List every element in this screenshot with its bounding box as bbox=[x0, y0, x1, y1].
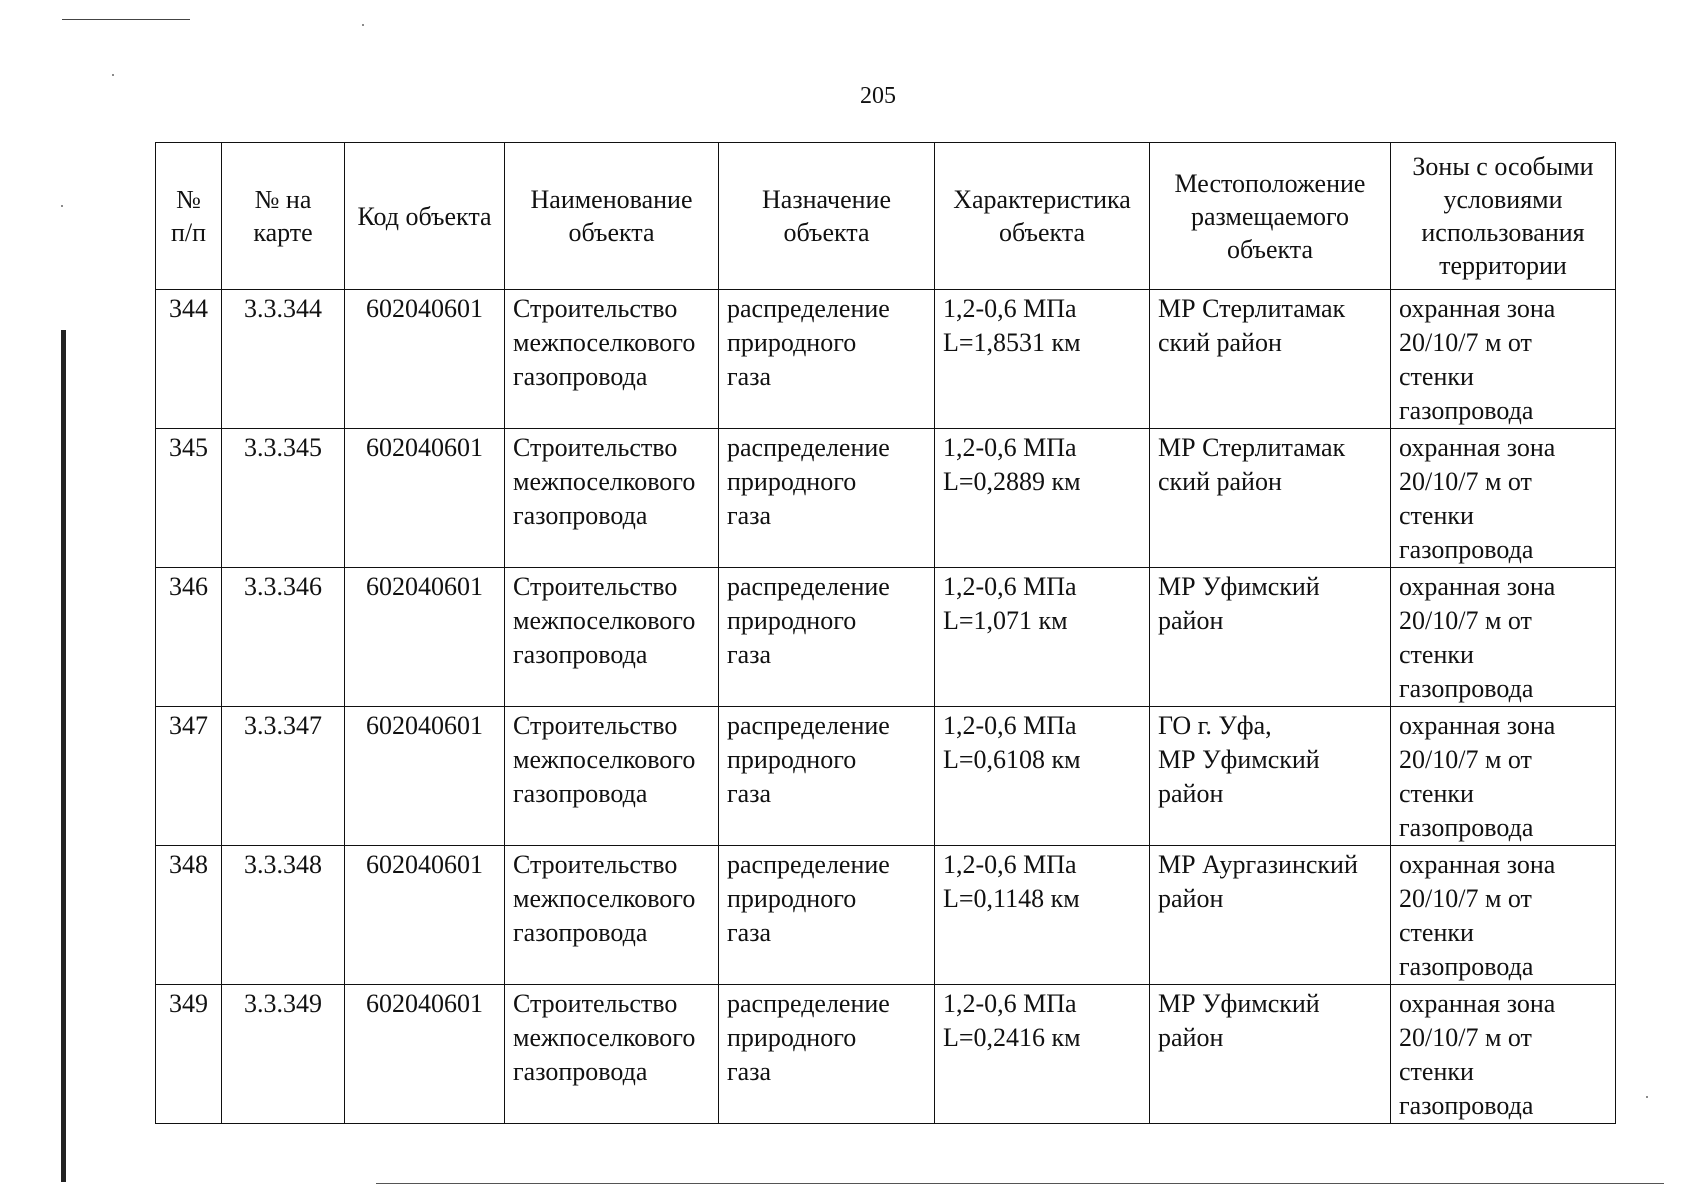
cell-text-line: 20/10/7 м от bbox=[1399, 606, 1532, 635]
cell-object-characteristic bbox=[935, 707, 1150, 846]
cell-text-line: Наименование bbox=[530, 185, 693, 214]
cell-text-line: Строительство bbox=[513, 989, 678, 1018]
cell-map-number: 3.3.347 bbox=[222, 707, 345, 846]
cell-special-zones bbox=[1391, 429, 1616, 568]
cell-object-characteristic bbox=[935, 290, 1150, 429]
cell-object-code: 602040601 bbox=[345, 846, 505, 985]
cell-text-line: ский район bbox=[1158, 328, 1282, 357]
cell-text-line: размещаемого bbox=[1190, 201, 1349, 231]
scan-speck bbox=[362, 24, 364, 26]
cell-text-line: 20/10/7 м от bbox=[1399, 1023, 1532, 1052]
table-row bbox=[156, 985, 1616, 1124]
cell-text-line: распределение bbox=[727, 989, 890, 1018]
scan-speck bbox=[112, 74, 114, 76]
header-object-name bbox=[505, 143, 719, 290]
cell-text-line: L=0,2416 км bbox=[943, 1023, 1081, 1052]
cell-text-line: МР Аургазинский bbox=[1158, 850, 1358, 879]
header-object-code bbox=[345, 143, 505, 290]
cell-object-code: 602040601 bbox=[345, 707, 505, 846]
cell-text-line: Код объекта bbox=[357, 201, 492, 231]
header-map-number bbox=[222, 143, 345, 290]
header-object-characteristic bbox=[935, 143, 1150, 290]
cell-text-line: 1,2-0,6 МПа bbox=[943, 850, 1077, 879]
cell-text-line: природного bbox=[727, 328, 857, 357]
cell-text-line: межпоселкового bbox=[513, 745, 696, 774]
cell-text-line: газопровода bbox=[1399, 1091, 1534, 1120]
cell-text-line: объекта bbox=[783, 218, 870, 247]
cell-object-purpose bbox=[719, 846, 935, 985]
cell-text-line: межпоселкового bbox=[513, 884, 696, 913]
cell-object-purpose bbox=[719, 707, 935, 846]
cell-text-line: № на bbox=[254, 185, 312, 214]
cell-text-line: № bbox=[176, 185, 201, 214]
cell-text-line: 1,2-0,6 МПа bbox=[943, 711, 1077, 740]
cell-object-name bbox=[505, 846, 719, 985]
cell-text-line: межпоселкового bbox=[513, 1023, 696, 1052]
scan-speck bbox=[61, 205, 63, 207]
cell-special-zones bbox=[1391, 290, 1616, 429]
cell-text-line: Строительство bbox=[513, 294, 678, 323]
cell-object-characteristic bbox=[935, 568, 1150, 707]
cell-text-line: газопровода bbox=[513, 779, 648, 808]
cell-number: 346 bbox=[156, 568, 222, 707]
cell-text-line: газопровода bbox=[1399, 952, 1534, 981]
scan-speck bbox=[1646, 1096, 1648, 1098]
cell-text-line: условиями bbox=[1443, 185, 1563, 214]
cell-text-line: стенки bbox=[1399, 1057, 1474, 1086]
cell-object-code: 602040601 bbox=[345, 985, 505, 1124]
cell-text-line: охранная зона bbox=[1399, 850, 1556, 879]
cell-text-line: распределение bbox=[727, 572, 890, 601]
cell-object-characteristic bbox=[935, 985, 1150, 1124]
cell-object-name bbox=[505, 429, 719, 568]
cell-object-purpose bbox=[719, 568, 935, 707]
cell-text-line: межпоселкового bbox=[513, 467, 696, 496]
cell-number: 348 bbox=[156, 846, 222, 985]
cell-object-code: 602040601 bbox=[345, 568, 505, 707]
cell-text-line: объекта bbox=[1226, 234, 1314, 264]
cell-text-line: L=1,071 км bbox=[943, 606, 1068, 635]
cell-object-location bbox=[1150, 290, 1391, 429]
cell-object-location bbox=[1150, 568, 1391, 707]
cell-object-location bbox=[1150, 985, 1391, 1124]
table-row bbox=[156, 707, 1616, 846]
cell-text-line: охранная зона bbox=[1399, 989, 1556, 1018]
table-header-row bbox=[156, 143, 1616, 290]
cell-text-line: стенки bbox=[1399, 779, 1474, 808]
table-row bbox=[156, 290, 1616, 429]
cell-text-line: охранная зона bbox=[1399, 711, 1556, 740]
cell-text-line: 20/10/7 м от bbox=[1399, 745, 1532, 774]
cell-text-line: Зоны с особыми bbox=[1412, 152, 1594, 181]
cell-text-line: объекта bbox=[568, 218, 655, 247]
cell-text-line: L=1,8531 км bbox=[943, 328, 1081, 357]
cell-text-line: L=0,2889 км bbox=[943, 467, 1081, 496]
cell-text-line: распределение bbox=[727, 711, 890, 740]
header-special-zones bbox=[1391, 143, 1616, 290]
cell-object-name bbox=[505, 707, 719, 846]
cell-text-line: газа bbox=[727, 779, 772, 808]
cell-number: 345 bbox=[156, 429, 222, 568]
cell-text-line: межпоселкового bbox=[513, 606, 696, 635]
cell-text-line: природного bbox=[727, 745, 857, 774]
cell-text-line: газопровода bbox=[513, 640, 648, 669]
cell-special-zones bbox=[1391, 846, 1616, 985]
page-number: 205 bbox=[860, 83, 896, 109]
cell-text-line: газа bbox=[727, 640, 772, 669]
cell-text-line: газа bbox=[727, 501, 772, 530]
cell-text-line: 20/10/7 м от bbox=[1399, 467, 1532, 496]
cell-text-line: природного bbox=[727, 1023, 857, 1052]
cell-text-line: МР Стерлитамак bbox=[1158, 294, 1346, 323]
cell-text-line: природного bbox=[727, 467, 857, 496]
cell-text-line: газа bbox=[727, 918, 772, 947]
header-number bbox=[156, 143, 222, 290]
cell-text-line: использования bbox=[1421, 218, 1585, 247]
cell-text-line: газопровода bbox=[513, 362, 648, 391]
cell-number: 347 bbox=[156, 707, 222, 846]
cell-text-line: газопровода bbox=[513, 1057, 648, 1086]
table-row bbox=[156, 568, 1616, 707]
cell-text-line: Назначение bbox=[762, 185, 891, 214]
cell-text-line: МР Уфимский bbox=[1158, 745, 1320, 774]
cell-text-line: карте bbox=[253, 218, 313, 247]
cell-text-line: Строительство bbox=[513, 711, 678, 740]
cell-text-line: стенки bbox=[1399, 918, 1474, 947]
cell-object-name bbox=[505, 985, 719, 1124]
cell-text-line: 1,2-0,6 МПа bbox=[943, 989, 1077, 1018]
cell-text-line: стенки bbox=[1399, 501, 1474, 530]
cell-object-location bbox=[1150, 707, 1391, 846]
header-object-location bbox=[1150, 143, 1391, 290]
cell-text-line: газопровода bbox=[1399, 674, 1534, 703]
cell-text-line: 20/10/7 м от bbox=[1399, 328, 1532, 357]
cell-object-purpose bbox=[719, 290, 935, 429]
cell-text-line: Характеристика bbox=[953, 185, 1131, 214]
cell-text-line: Строительство bbox=[513, 572, 678, 601]
cell-text-line: газопровода bbox=[1399, 813, 1534, 842]
cell-text-line: МР Уфимский bbox=[1158, 989, 1320, 1018]
cell-text-line: ский район bbox=[1158, 467, 1282, 496]
cell-text-line: стенки bbox=[1399, 640, 1474, 669]
cell-object-characteristic bbox=[935, 429, 1150, 568]
cell-text-line: охранная зона bbox=[1399, 433, 1556, 462]
cell-special-zones bbox=[1391, 707, 1616, 846]
cell-text-line: район bbox=[1158, 884, 1224, 913]
cell-object-location bbox=[1150, 429, 1391, 568]
cell-text-line: газопровода bbox=[513, 918, 648, 947]
cell-text-line: газопровода bbox=[513, 501, 648, 530]
cell-object-location bbox=[1150, 846, 1391, 985]
cell-text-line: газа bbox=[727, 362, 772, 391]
cell-map-number: 3.3.344 bbox=[222, 290, 345, 429]
cell-object-name bbox=[505, 290, 719, 429]
header-object-purpose bbox=[719, 143, 935, 290]
scan-artifact-line-bottom bbox=[376, 1183, 1664, 1184]
cell-text-line: природного bbox=[727, 884, 857, 913]
cell-special-zones bbox=[1391, 985, 1616, 1124]
cell-text-line: стенки bbox=[1399, 362, 1474, 391]
cell-text-line: газа bbox=[727, 1057, 772, 1086]
cell-text-line: Местоположение bbox=[1174, 168, 1366, 198]
cell-number: 349 bbox=[156, 985, 222, 1124]
cell-object-code: 602040601 bbox=[345, 290, 505, 429]
cell-text-line: L=0,1148 км bbox=[943, 884, 1080, 913]
cell-text-line: охранная зона bbox=[1399, 572, 1556, 601]
cell-text-line: МР Стерлитамак bbox=[1158, 433, 1346, 462]
cell-special-zones bbox=[1391, 568, 1616, 707]
table-row bbox=[156, 846, 1616, 985]
cell-text-line: МР Уфимский bbox=[1158, 572, 1320, 601]
cell-text-line: распределение bbox=[727, 433, 890, 462]
cell-text-line: охранная зона bbox=[1399, 294, 1556, 323]
cell-map-number: 3.3.346 bbox=[222, 568, 345, 707]
cell-text-line: газопровода bbox=[1399, 396, 1534, 425]
cell-text-line: Строительство bbox=[513, 433, 678, 462]
cell-text-line: L=0,6108 км bbox=[943, 745, 1081, 774]
cell-map-number: 3.3.348 bbox=[222, 846, 345, 985]
cell-object-purpose bbox=[719, 429, 935, 568]
cell-text-line: 1,2-0,6 МПа bbox=[943, 433, 1077, 462]
cell-text-line: п/п bbox=[170, 218, 207, 247]
cell-object-characteristic bbox=[935, 846, 1150, 985]
cell-text-line: межпоселкового bbox=[513, 328, 696, 357]
cell-text-line: ГО г. Уфа, bbox=[1158, 711, 1272, 740]
cell-text-line: 1,2-0,6 МПа bbox=[943, 294, 1077, 323]
cell-text-line: природного bbox=[727, 606, 857, 635]
cell-text-line: распределение bbox=[727, 294, 890, 323]
cell-map-number: 3.3.345 bbox=[222, 429, 345, 568]
cell-text-line: 20/10/7 м от bbox=[1399, 884, 1532, 913]
cell-text-line: Строительство bbox=[513, 850, 678, 879]
cell-object-name bbox=[505, 568, 719, 707]
cell-text-line: объекта bbox=[998, 218, 1086, 247]
object-registry-table bbox=[155, 142, 1616, 1124]
cell-number: 344 bbox=[156, 290, 222, 429]
cell-text-line: газопровода bbox=[1399, 535, 1534, 564]
table-row bbox=[156, 429, 1616, 568]
scan-artifact-line-top bbox=[62, 19, 190, 20]
cell-text-line: район bbox=[1158, 1023, 1224, 1052]
cell-object-purpose bbox=[719, 985, 935, 1124]
cell-object-code: 602040601 bbox=[345, 429, 505, 568]
cell-text-line: район bbox=[1158, 779, 1224, 808]
cell-text-line: район bbox=[1158, 606, 1224, 635]
scan-artifact-bar-left bbox=[61, 330, 66, 1182]
cell-text-line: территории bbox=[1439, 251, 1567, 280]
cell-text-line: 1,2-0,6 МПа bbox=[943, 572, 1077, 601]
cell-map-number: 3.3.349 bbox=[222, 985, 345, 1124]
cell-text-line: распределение bbox=[727, 850, 890, 879]
